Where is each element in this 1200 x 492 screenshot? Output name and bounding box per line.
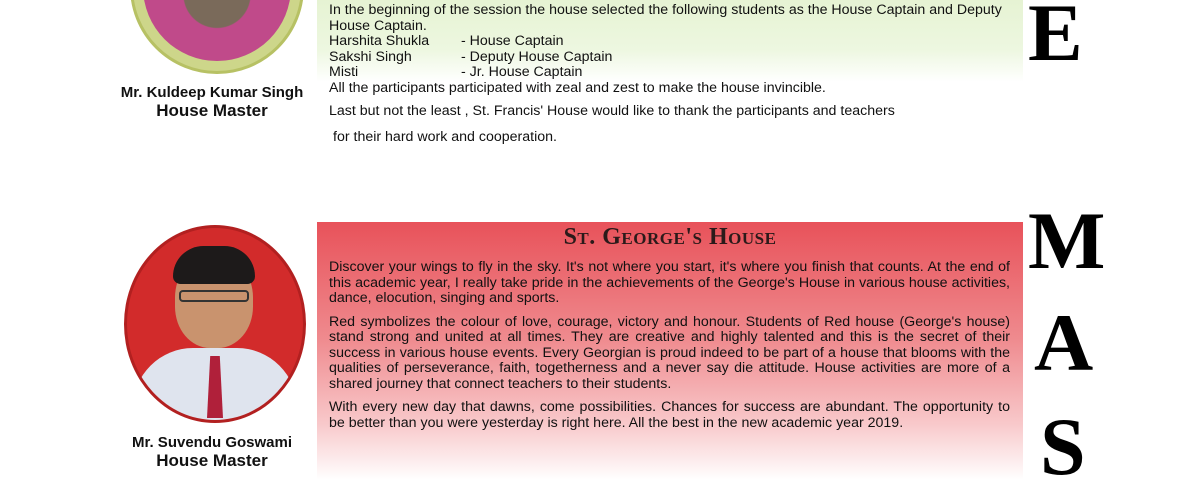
- george-paragraph-2: Red symbolizes the colour of love, courage, victory and honour. Students of Red house (George's house) stand strong and united at all times. They are creative and highly talented and this is the secret of their success in various house events. Every Georgian is proud indeed to be part of a house that blooms with the qualities of perseverance, faith, togetherness and a never say die attitude. House activities are more of a shared journey that connect teachers to their students.: [329, 313, 1010, 392]
- house-master-photo-2: [124, 225, 306, 423]
- captain-name: Sakshi Singh: [329, 48, 412, 65]
- captain-name: Harshita Shukla: [329, 33, 430, 49]
- house-master-role-2: House Master: [156, 451, 268, 470]
- house-master-caption-1: [92, 84, 332, 121]
- top-section-text: [329, 3, 1010, 145]
- captains-list: [329, 34, 1010, 81]
- house-master-name-1: Mr. Kuldeep Kumar Singh: [120, 84, 304, 101]
- george-section-text: [329, 260, 1010, 431]
- george-house-title: St. George's House: [563, 224, 777, 250]
- george-paragraph-1: Discover your wings to fly in the sky. It's not where you start, it's where you finish that counts. At the end of this academic year, I really take pride in the achievements of the George's House in various house activities, dance, elocution, singing and sports.: [329, 259, 1010, 306]
- house-master-photo-1: [130, 0, 304, 74]
- participants-paragraph: All the participants participated with zeal and zest to make the house invincible.: [329, 79, 826, 96]
- captain-role: - House Captain: [461, 33, 564, 49]
- vertical-letter-m: M: [1028, 195, 1106, 286]
- vertical-letter-s: S: [1040, 401, 1086, 492]
- vertical-letter-e: E: [1028, 0, 1083, 78]
- thanks-paragraph-line2: for their hard work and cooperation.: [333, 128, 557, 145]
- house-master-name-2: Mr. Suvendu Goswami: [131, 434, 293, 451]
- thanks-paragraph-line1: Last but not the least , St. Francis' House would like to thank the participants and teachers: [329, 103, 895, 119]
- captain-role: - Deputy House Captain: [461, 48, 613, 65]
- captain-name: Misti: [329, 64, 359, 80]
- vertical-letter-a: A: [1034, 297, 1094, 388]
- house-master-caption-2: [92, 434, 332, 471]
- captain-role: - Jr. House Captain: [461, 64, 583, 80]
- house-master-role-1: House Master: [156, 101, 268, 120]
- portrait-image-1: [143, 0, 291, 61]
- portrait-hair: [173, 246, 255, 284]
- captains-intro-paragraph: In the beginning of the session the house selected the following students as the House Captain and Deputy House Captain.: [329, 2, 1002, 34]
- portrait-glasses: [179, 290, 249, 302]
- george-paragraph-3: With every new day that dawns, come possibilities. Chances for success are abundant. The opportunity to be better than you were yesterday is right here. All the best in the new academic year 2019.: [329, 399, 1010, 431]
